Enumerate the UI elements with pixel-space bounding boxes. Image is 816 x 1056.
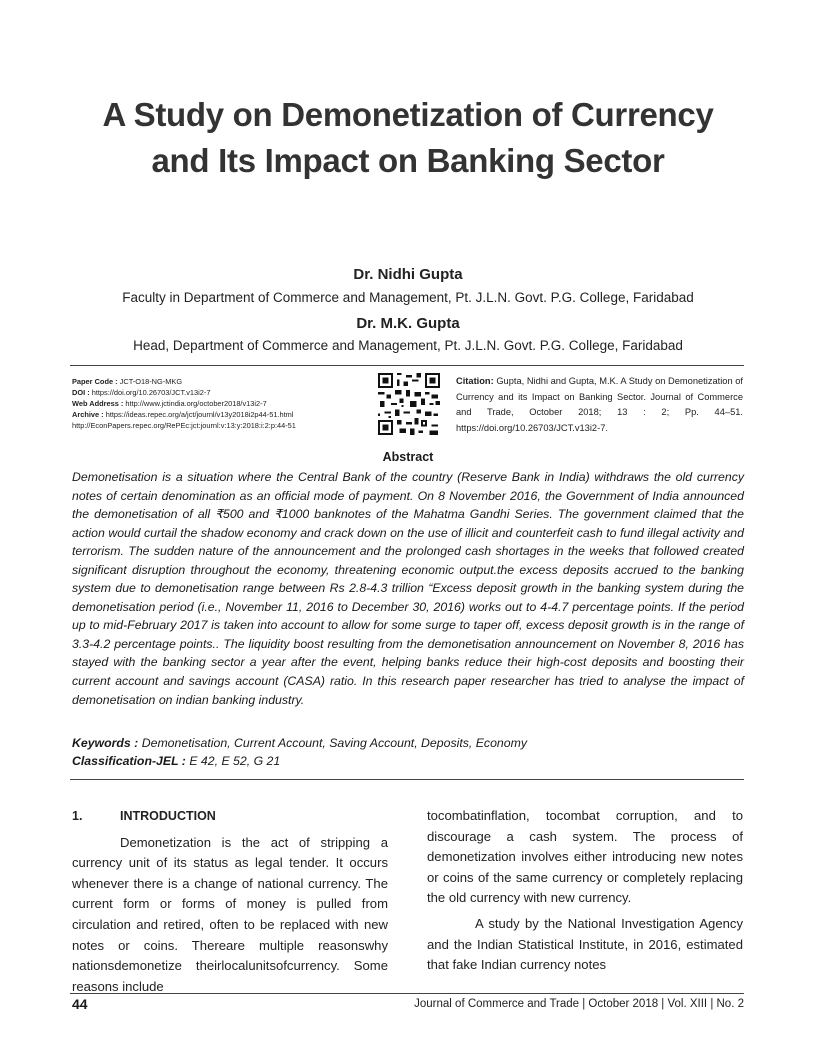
keywords-line: [72, 734, 744, 752]
citation-label: Citation:: [456, 376, 494, 386]
keywords-label: Keywords :: [72, 736, 139, 750]
qr-code-icon: [378, 373, 440, 435]
author-2-affiliation: Head, Department of Commerce and Management, Pt. J.L.N. Govt. P.G. College, Faridabad: [133, 338, 683, 353]
web-address-label: Web Address :: [72, 399, 124, 408]
author-2-name: Dr. M.K. Gupta: [356, 315, 460, 332]
econpapers-link[interactable]: http://EconPapers.repec.org/RePEc:jct:journl:v:13:y:2018:i:2:p:44-51: [72, 421, 296, 430]
jel-label: Classification-JEL :: [72, 754, 186, 768]
left-column: [72, 806, 388, 997]
title-line-1: A Study on Demonetization of Currency: [102, 96, 714, 133]
archive-label: Archive :: [72, 410, 104, 419]
paper-title: [60, 92, 756, 184]
section-title: INTRODUCTION: [120, 809, 216, 823]
footer-rule: [70, 993, 744, 994]
paper-code-label: Paper Code :: [72, 377, 118, 386]
jel-line: [72, 752, 744, 770]
abstract-text: Demonetisation is a situation where the Central Bank of the country (Reserve Bank in India) withdraws the old currency notes of certain denomination as an official mode of payment. On 8 November 2016, the Government of India announced the demonetisation of all ₹500 and ₹1000 banknotes of the Mahatma Gandhi Series. The government claimed that the action would curtail the shadow economy and crack down on the use of illicit and counterfeit cash to fund illegal activity and terrorism. The sudden nature of the announcement and the prolonged cash shortages in the weeks that followed created significant disruption throughout the economy, threatening economic output.the excess deposits accrued to the banking system due to demonetisation range between Rs 2.8-4.3 trillion “Excess deposit growth in the banking system during the demonetisation period (i.e., November 11, 2016 to December 30, 2016) works out to 4-4.7 percentage points. If the period up to mid-February 2017 is taken into account to allow for some surge to taper off, excess deposit growth is in the range of 3.3-4.2 percentage points.. The liquidity boost resulting from the demonetisation announcement on November 8, 2016 has stayed with the banking sector a year after the event, helping banks reduce their high-cost deposits and boosting their current account and savings account (CASA) ratio. In this research paper researcher has tried to analyse the impact of demonetisation on indian banking industry.: [72, 470, 744, 707]
title-line-2: and Its Impact on Banking Sector: [151, 142, 665, 179]
right-column: [427, 806, 743, 976]
section-number: 1.: [72, 809, 83, 823]
paper-code: JCT-O18-NG-MKG: [119, 377, 183, 386]
section-heading: [72, 806, 388, 827]
intro-paragraph-right-1: tocombatinflation, tocombat corruption, and to discourage a cash system. The process of demonetization involves either introducing new notes or coins of the same currency or completely replacing the old currency with new currency.: [427, 808, 743, 906]
doi-label: DOI :: [72, 388, 90, 397]
doi-link[interactable]: https://doi.org/10.26703/JCT.v13i2-7: [91, 388, 211, 397]
web-address-link[interactable]: http://www.jctindia.org/october2018/v13i2-7: [125, 399, 267, 408]
page-number: 44: [72, 996, 88, 1012]
author-1-affiliation: Faculty in Department of Commerce and Management, Pt. J.L.N. Govt. P.G. College, Faridabad: [122, 290, 694, 305]
citation-block: [456, 374, 743, 436]
abstract-rule: [70, 779, 744, 780]
jel-codes: E 42, E 52, G 21: [189, 754, 281, 768]
citation-text: Gupta, Nidhi and Gupta, M.K. A Study on Demonetization of Currency and its Impact on Banking Sector. Journal of Commerce and Trade, October 2018; 13 : 2; Pp. 44–51. https://doi.org/10.26703/JCT.v13i2-7.: [456, 376, 743, 433]
journal-footer: Journal of Commerce and Trade | October 2018 | Vol. XIII | No. 2: [414, 998, 744, 1010]
author-1-name: Dr. Nidhi Gupta: [353, 266, 463, 283]
intro-paragraph-right-2: A study by the National Investigation Agency and the Indian Statistical Institute, in 2016, estimated that fake Indian currency notes: [427, 915, 743, 973]
header-rule: [70, 365, 744, 366]
intro-paragraph-left: Demonetization is the act of stripping a currency unit of its status as legal tender. It occurs whenever there is a change of national currency. The current form or forms of money is pulled from circulation and retired, often to be replaced with new notes or coins. Thereare multiple reasonswhy nationsdemonetize theirlocalunitsofcurrency. Some reasons include: [72, 834, 388, 994]
archive-link[interactable]: https://ideas.repec.org/a/jct/journl/v13y2018i2p44-51.html: [105, 410, 294, 419]
abstract-heading: Abstract: [382, 450, 434, 464]
paper-metadata: [72, 376, 372, 431]
keywords-text: Demonetisation, Current Account, Saving Account, Deposits, Economy: [141, 736, 527, 750]
